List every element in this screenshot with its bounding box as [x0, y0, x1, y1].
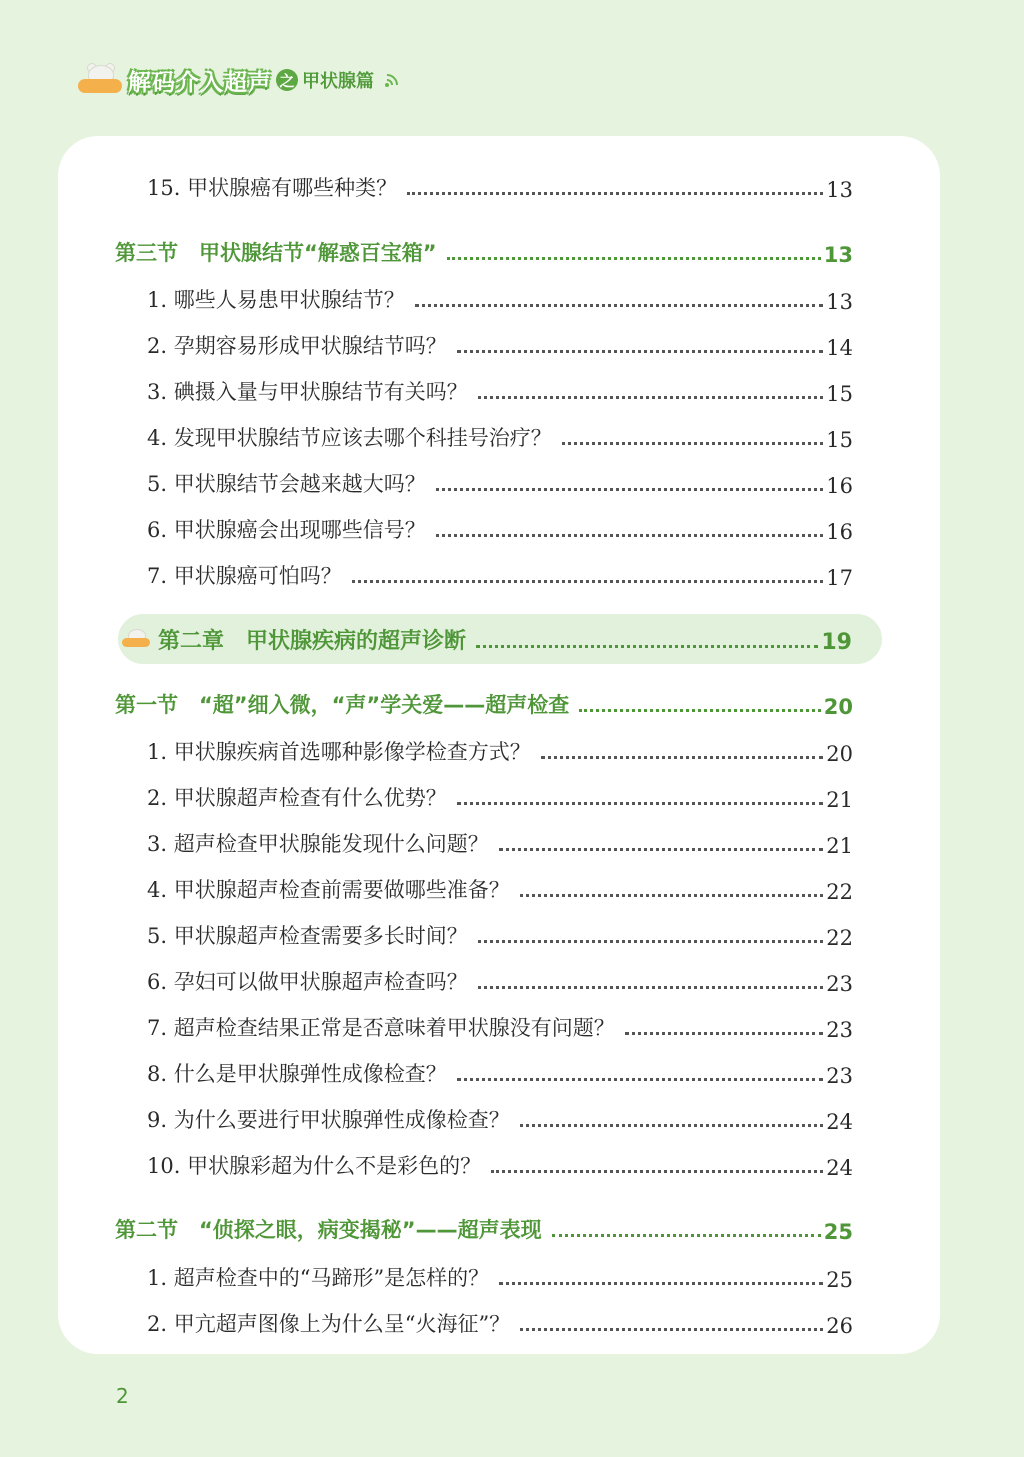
toc-item[interactable] [147, 736, 853, 766]
leader-dots [352, 580, 824, 583]
toc-item-page: 13 [826, 290, 853, 314]
toc-section-1[interactable] [115, 689, 853, 719]
leader-dots [520, 894, 824, 897]
bear-mascot-icon [122, 628, 150, 650]
toc-item-page: 17 [826, 566, 853, 590]
toc-chapter-2[interactable] [158, 624, 852, 655]
leader-dots [478, 986, 824, 989]
toc-item[interactable] [147, 560, 853, 590]
toc-item[interactable] [147, 468, 853, 498]
toc-item-label: 5. 甲状腺结节会越来越大吗？ [147, 472, 426, 496]
toc-item-page: 15 [826, 428, 853, 452]
leader-dots [457, 350, 824, 353]
toc-item-label: 2. 孕期容易形成甲状腺结节吗？ [147, 334, 447, 358]
toc-item-page: 22 [826, 880, 853, 904]
chapter-page: 19 [821, 630, 852, 655]
toc-item-page: 14 [826, 336, 853, 360]
leader-dots [579, 709, 821, 712]
sound-wave-icon [384, 72, 400, 88]
toc-item-page: 15 [826, 382, 853, 406]
toc-item-label: 15. 甲状腺癌有哪些种类？ [147, 176, 398, 200]
toc-item-label: 5. 甲状腺超声检查需要多长时间？ [147, 924, 468, 948]
leader-dots [491, 1170, 823, 1173]
toc-item-page: 23 [826, 1064, 853, 1088]
toc-item-page: 22 [826, 926, 853, 950]
toc-item-page: 24 [826, 1156, 853, 1180]
toc-item[interactable] [147, 1308, 853, 1338]
toc-item-label: 9. 为什么要进行甲状腺弹性成像检查？ [147, 1108, 510, 1132]
toc-item-page: 25 [826, 1268, 853, 1292]
leader-dots [499, 1282, 823, 1285]
section-label: 第二节 “侦探之眼，病变揭秘”——超声表现 [115, 1218, 542, 1242]
leader-dots [447, 257, 821, 260]
toc-item[interactable] [147, 422, 853, 452]
toc-item-label: 1. 甲状腺疾病首选哪种影像学检查方式？ [147, 740, 531, 764]
toc-item[interactable] [147, 1058, 853, 1088]
toc-item-label: 10. 甲状腺彩超为什么不是彩色的？ [147, 1154, 482, 1178]
leader-dots [457, 802, 824, 805]
leader-dots [415, 304, 824, 307]
toc-item[interactable] [147, 172, 853, 202]
toc-item-label: 6. 甲状腺癌会出现哪些信号？ [147, 518, 426, 542]
chapter-label: 第二章 甲状腺疾病的超声诊断 [158, 629, 467, 654]
toc-item[interactable] [147, 376, 853, 406]
toc-item[interactable] [147, 1104, 853, 1134]
toc-item-label: 1. 超声检查中的“马蹄形”是怎样的？ [147, 1266, 490, 1290]
toc-item-page: 21 [826, 834, 853, 858]
leader-dots [476, 645, 818, 648]
toc-item-page: 26 [826, 1314, 853, 1338]
toc-item-label: 2. 甲状腺超声检查有什么优势？ [147, 786, 447, 810]
toc-item-label: 7. 超声检查结果正常是否意味着甲状腺没有问题？ [147, 1016, 615, 1040]
toc-item[interactable] [147, 1012, 853, 1042]
section-page: 25 [823, 1220, 853, 1244]
toc-item-label: 1. 哪些人易患甲状腺结节？ [147, 288, 405, 312]
toc-item-page: 16 [826, 474, 853, 498]
leader-dots [552, 1234, 821, 1237]
leader-dots [520, 1328, 823, 1331]
toc-item-page: 16 [826, 520, 853, 544]
page-header [78, 58, 400, 102]
toc-item[interactable] [147, 284, 853, 314]
section-label: 第一节 “超”细入微，“声”学关爱——超声检查 [115, 693, 570, 717]
section-page: 13 [823, 243, 853, 267]
toc-item-page: 23 [826, 972, 853, 996]
toc-item[interactable] [147, 966, 853, 996]
toc-item-label: 4. 甲状腺超声检查前需要做哪些准备？ [147, 878, 510, 902]
leader-dots [478, 396, 824, 399]
book-subtitle: 甲状腺篇 [302, 71, 374, 92]
toc-item-label: 6. 孕妇可以做甲状腺超声检查吗？ [147, 970, 468, 994]
leader-dots [499, 848, 824, 851]
toc-item[interactable] [147, 874, 853, 904]
leader-dots [436, 488, 824, 491]
toc-item-label: 3. 超声检查甲状腺能发现什么问题？ [147, 832, 489, 856]
leader-dots [562, 442, 824, 445]
leader-dots [541, 756, 824, 759]
section-label: 第三节 甲状腺结节“解惑百宝箱” [115, 241, 437, 265]
leader-dots [407, 192, 823, 195]
toc-item-label: 8. 什么是甲状腺弹性成像检查？ [147, 1062, 447, 1086]
page-number: 2 [116, 1384, 129, 1408]
toc-item-page: 21 [826, 788, 853, 812]
bear-mascot-icon [78, 63, 122, 97]
toc-section-3[interactable] [115, 237, 853, 267]
toc-item-label: 2. 甲亢超声图像上为什么呈“火海征”？ [147, 1312, 511, 1336]
toc-item[interactable] [147, 920, 853, 950]
toc-section-2[interactable] [115, 1214, 853, 1244]
toc-item-page: 24 [826, 1110, 853, 1134]
toc-item-label: 7. 甲状腺癌可怕吗？ [147, 564, 342, 588]
toc-item-label: 3. 碘摄入量与甲状腺结节有关吗？ [147, 380, 468, 404]
toc-item-page: 13 [826, 178, 853, 202]
toc-item-page: 20 [826, 742, 853, 766]
section-page: 20 [823, 695, 853, 719]
toc-item-page: 23 [826, 1018, 853, 1042]
toc-item[interactable] [147, 514, 853, 544]
toc-item[interactable] [147, 1150, 853, 1180]
toc-item-label: 4. 发现甲状腺结节应该去哪个科挂号治疗？ [147, 426, 552, 450]
toc-item[interactable] [147, 828, 853, 858]
leader-dots [457, 1078, 824, 1081]
book-title: 解码介入超声 [128, 69, 272, 96]
leader-dots [478, 940, 824, 943]
leader-dots [436, 534, 824, 537]
toc-item[interactable] [147, 1262, 853, 1292]
title-connector: 之 [276, 69, 298, 91]
leader-dots [625, 1032, 824, 1035]
leader-dots [520, 1124, 824, 1127]
toc-item[interactable] [147, 782, 853, 812]
toc-item[interactable] [147, 330, 853, 360]
